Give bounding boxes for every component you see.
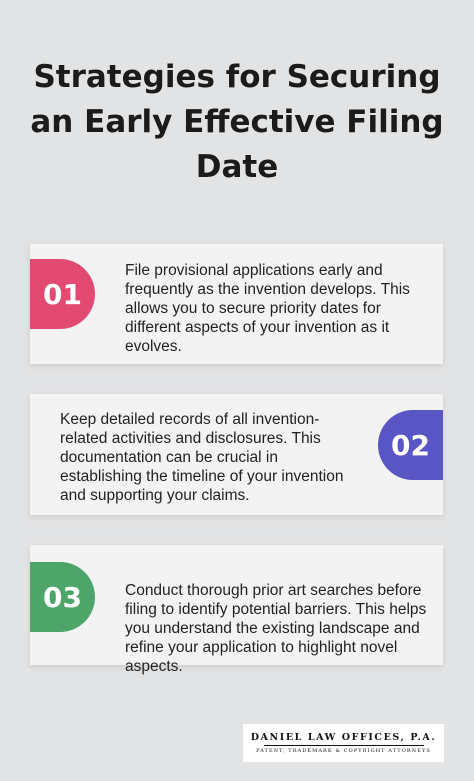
strategy-text: File provisional applications early and frequently as the invention develops. This allows you to secure priority dates for different aspects of your invention as it evolves.	[125, 262, 410, 355]
firm-logo	[243, 724, 444, 762]
firm-name: DANIEL LAW OFFICES, P.A.	[250, 732, 437, 743]
strategy-card-2	[30, 394, 443, 515]
firm-tagline: PATENT, TRADEMARK & COPYRIGHT ATTORNEYS	[256, 748, 431, 754]
strategy-text: Conduct thorough prior art searches before filing to identify potential barriers. This helps you understand the existing landscape and refine your application to highlight novel aspects.	[125, 582, 427, 675]
page-title: Strategies for Securing an Early Effective Filing Date	[30, 59, 444, 185]
step-number-badge: 03	[30, 562, 95, 632]
step-number-badge: 02	[378, 410, 443, 480]
strategy-card-3	[30, 545, 443, 675]
strategy-text: Keep detailed records of all invention-related activities and disclosures. This documentation can be crucial in establishing the timeline of your invention and supporting your claims.	[60, 411, 344, 504]
strategy-card-1	[30, 244, 443, 364]
logo-divider	[264, 745, 424, 746]
step-number-badge: 01	[30, 259, 95, 329]
